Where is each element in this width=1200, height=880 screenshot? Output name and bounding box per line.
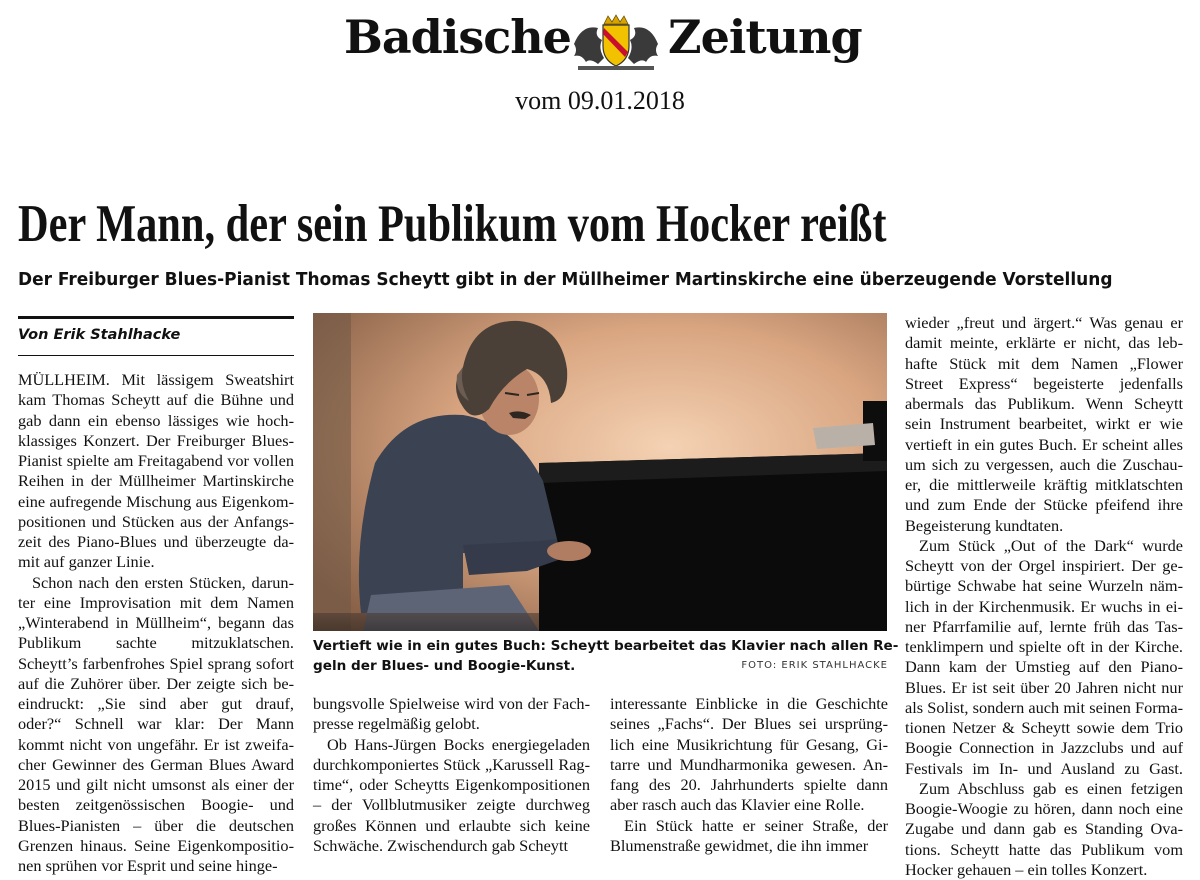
- byline: Von Erik Stahlhacke: [18, 327, 181, 343]
- article-column-3: [610, 694, 888, 856]
- article-text-line: ner Pfarrfamilie auf, lernte früh das Tas-: [905, 616, 1183, 636]
- article-text-line: als Solist, sondern auch mit seinen Forma-: [905, 697, 1183, 717]
- article-text-line: eine aufregende Mischung aus Eigenkom-: [18, 491, 294, 511]
- article-text-line: Street Express“ begeisterte jedenfalls: [905, 373, 1183, 393]
- article-text-line: Zum Abschluss gab es einen fetzigen: [919, 778, 1183, 798]
- article-text-line: cher Gewinner des German Blues Award: [18, 754, 294, 774]
- article-text-line: gab dann ein ebenso lässiges wie hoch-: [18, 410, 294, 430]
- article-text-line: durchkomponiertes Stück „Karussell Rag-: [313, 754, 590, 774]
- newspaper-name-right: Zeitung: [668, 10, 862, 64]
- article-text-line: kam Thomas Scheytt auf die Bühne und: [18, 390, 294, 410]
- article-text-line: Zugabe und dann gab es Standing Ova-: [905, 819, 1183, 839]
- newspaper-name-left: Badische: [344, 10, 571, 64]
- coat-of-arms-icon: [568, 14, 664, 72]
- article-text-line: Grenzen hinaus. Seine Eigenkompositio-: [18, 835, 294, 855]
- article-text-line: nen sprühen vor Esprit und seine hinge-: [18, 856, 278, 875]
- article-text-line: Pianist spielte am Freitagabend vor vollen: [18, 451, 294, 470]
- article-text-line: Schon nach den ersten Stücken, darun-: [32, 572, 294, 592]
- article-text-line: ter eine Improvisation mit dem Namen: [18, 592, 294, 612]
- article-text-line: MÜLLHEIM. Mit lässigem Sweatshirt: [18, 370, 294, 389]
- article-text-line: Blues. Er ist seit über 20 Jahren nicht nur: [905, 677, 1183, 697]
- article-text-line: sein Instrument bearbeitet, wirkt er wie: [905, 414, 1183, 434]
- article-text-line: Blues-Pianisten – über die deutschen: [18, 815, 294, 835]
- article-text-line: lich eine Musikrichtung für Gesang, Gi-: [610, 734, 888, 754]
- photo-credit: FOTO: ERIK STAHLHACKE: [741, 660, 888, 671]
- article-text-line: positionen und Stücken aus der Anfangs-: [18, 511, 294, 531]
- article-headline: Der Mann, der sein Publikum vom Hocker reißt: [18, 195, 887, 253]
- article-text-line: klassiges Konzert. Der Freiburger Blues-: [18, 430, 294, 450]
- byline-bottom-rule: [18, 355, 294, 356]
- article-text-line: Scheytt von der Orgel inspiriert. Der ge-: [905, 556, 1183, 575]
- article-column-2: [313, 694, 590, 856]
- article-text-line: tionen Netzer & Scheytt sowie dem Trio: [905, 718, 1183, 737]
- article-photo: [313, 313, 887, 631]
- article-text-line: – der Vollblutmusiker zeigte durchweg: [313, 795, 590, 815]
- article-text-line: seines „Fachs“. Der Blues sei ursprüng-: [610, 714, 888, 734]
- article-text-line: Ein Stück hatte er seiner Straße, der: [624, 815, 888, 835]
- article-text-line: kommt nicht von ungefähr. Er ist zweifa-: [18, 734, 294, 754]
- article-text-line: er, die mittlerweile kräftig mitklatschten: [905, 475, 1183, 494]
- article-text-line: hafte Stück mit dem Namen „Flower: [905, 353, 1183, 373]
- article-text-line: oder?“ Schnell war klar: Der Mann: [18, 714, 294, 734]
- article-text-line: Dann kam der Umstieg auf den Piano-: [905, 657, 1183, 677]
- article-text-line: Festivals im In- und Ausland zu Gast.: [905, 758, 1183, 778]
- article-text-line: Hocker gehauen – ein tolles Konzert.: [905, 859, 1148, 879]
- article-text-line: tions. Scheytt hatte das Publikum vom: [905, 839, 1183, 859]
- article-text-line: tenklimpern und spielte oft in der Kirche.: [905, 637, 1183, 656]
- article-text-line: Publikum sachte mitzuklatschen.: [18, 633, 294, 653]
- article-text-line: Begeisterung kundtaten.: [905, 515, 1064, 535]
- article-text-line: bürtige Schwabe hat seine Wurzeln näm-: [905, 576, 1183, 596]
- article-text-line: aber rasch auch das Klavier eine Rolle.: [610, 795, 865, 815]
- article-text-line: Schwäche. Zwischendurch gab Scheytt: [313, 835, 568, 855]
- article-text-line: Zum Stück „Out of the Dark“ wurde: [919, 535, 1183, 555]
- article-text-line: großes Können und erlaubte sich keine: [313, 815, 590, 835]
- article-text-line: besten zeitgenössischen Boogie- und: [18, 795, 294, 815]
- article-text-line: damit meinte, erklärte er nicht, das leb-: [905, 333, 1183, 353]
- article-text-line: eindruckt: „Sie sind aber gut drauf,: [18, 694, 294, 713]
- article-text-line: zeit des Piano-Blues und überzeugte da-: [18, 532, 294, 551]
- article-text-line: Boogie Connection in Jazzclubs und auf: [905, 738, 1183, 758]
- article-text-line: vertieft in ein gutes Buch. Er scheint alles: [905, 434, 1183, 454]
- article-text-line: tarre und Mundharmonika gewesen. An-: [610, 754, 888, 774]
- article-text-line: Ob Hans-Jürgen Bocks energiegeladen: [327, 734, 590, 754]
- article-text-line: mit auf ganzer Linie.: [18, 552, 155, 572]
- article-text-line: und zum Ende der Stücke pfeifend ihre: [905, 495, 1183, 515]
- article-text-line: time“, oder Scheytts Eigenkompositionen: [313, 775, 590, 794]
- article-text-line: presse regelmäßig gelobt.: [313, 714, 480, 734]
- issue-date: vom 09.01.2018: [515, 86, 685, 115]
- article-text-line: um sich zu vergessen, auch die Zuschau-: [905, 454, 1183, 474]
- article-text-line: abermals das Publikum. Wenn Scheytt: [905, 394, 1183, 413]
- article-subheadline: Der Freiburger Blues-Pianist Thomas Scheytt gibt in der Müllheimer Martinskirche eine überzeugende Vorstellung: [18, 270, 1113, 290]
- article-text-line: Scheytt’s farbenfrohes Spiel sprang sofort: [18, 653, 294, 673]
- article-text-line: wieder „freut und ärgert.“ Was genau er: [905, 313, 1183, 332]
- photo-caption-line: Vertieft wie in ein gutes Buch: Scheytt bearbeitet das Klavier nach allen Re-: [313, 638, 899, 654]
- article-text-line: 2015 und gilt nicht umsonst als einer der: [18, 775, 294, 794]
- article-text-line: lich in der Kirchenmusik. Er wuchs in ei-: [905, 596, 1183, 616]
- article-text-line: Reihen in der Müllheimer Martinskirche: [18, 471, 294, 491]
- article-text-line: „Winterabend in Müllheim“, begann das: [18, 613, 294, 632]
- article-text-line: fang des 20. Jahrhunderts spielte dann: [610, 775, 888, 794]
- photo-caption-line: geln der Blues- und Boogie-Kunst.: [313, 658, 576, 674]
- article-text-line: Blumenstraße gewidmet, die ihn immer: [610, 835, 869, 855]
- masthead: [340, 6, 860, 78]
- article-text-line: auf die Zuhörer über. Der zeigte sich be-: [18, 673, 294, 693]
- pianist-photo: [313, 313, 887, 631]
- article-text-line: bungsvolle Spielweise wird von der Fach-: [313, 694, 590, 713]
- article-text-line: Boogie-Woogie zu hören, dann noch eine: [905, 799, 1183, 818]
- article-column-1: [18, 370, 294, 876]
- byline-top-rule: [18, 316, 294, 319]
- article-text-line: interessante Einblicke in die Geschichte: [610, 694, 888, 713]
- article-column-4: [905, 313, 1183, 880]
